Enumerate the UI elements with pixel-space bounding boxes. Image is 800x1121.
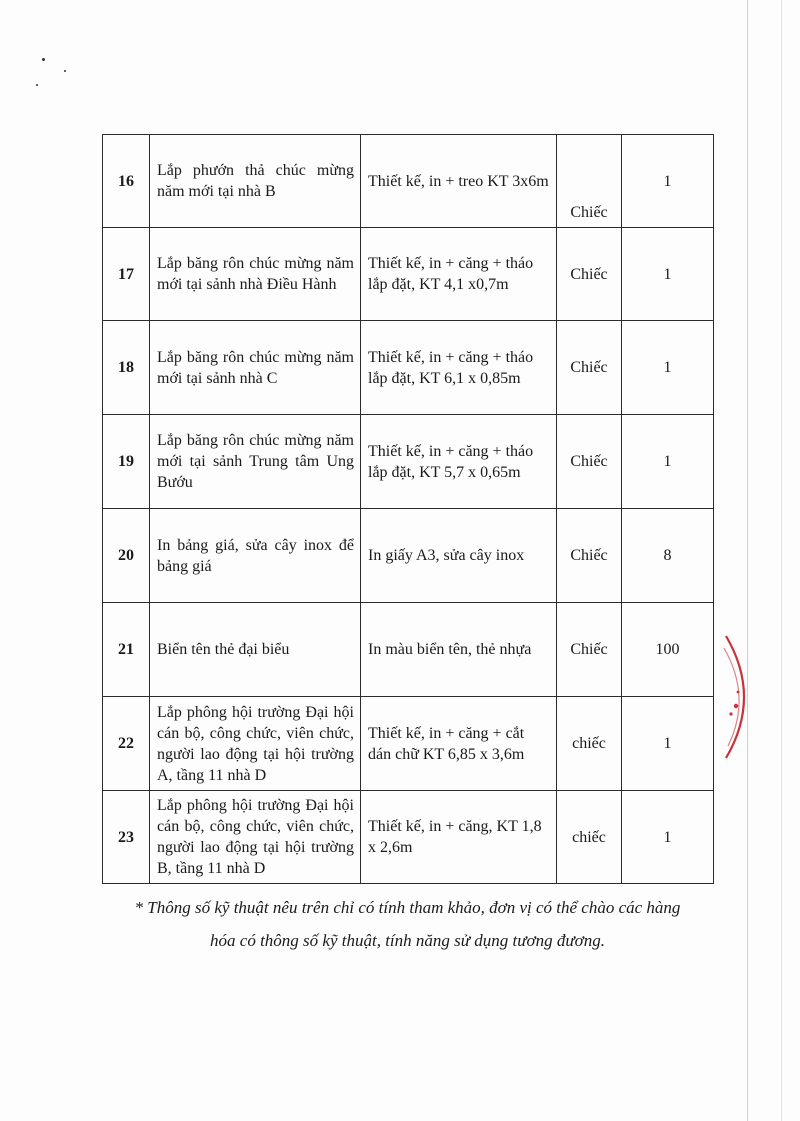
seal-arc [726,636,744,758]
item-unit: Chiếc [557,135,622,228]
page-edge-line [747,0,748,1121]
table-row [103,321,714,415]
item-spec: Thiết kế, in + treo KT 3x6m [361,135,557,228]
red-seal-stamp [722,634,756,760]
item-qty: 1 [622,697,714,791]
item-qty: 1 [622,415,714,509]
item-spec: Thiết kế, in + căng, KT 1,8 x 2,6m [361,791,557,884]
item-spec: Thiết kế, in + căng + cắt dán chữ KT 6,85 x 3,6m [361,697,557,791]
item-unit: Chiếc [557,228,622,321]
table-row [103,415,714,509]
seal-dot [737,691,740,694]
item-qty: 1 [622,228,714,321]
seal-arc-inner [724,648,739,746]
table-row [103,135,714,228]
item-unit: Chiếc [557,321,622,415]
item-spec: Thiết kế, in + căng + tháo lắp đặt, KT 6,1 x 0,85m [361,321,557,415]
item-name: In bảng giá, sửa cây inox để bảng giá [150,509,361,603]
item-qty: 8 [622,509,714,603]
row-number: 21 [103,603,150,697]
item-name: Lắp băng rôn chúc mừng năm mới tại sảnh nhà C [150,321,361,415]
page-edge-outer-line [781,0,782,1121]
item-spec: In giấy A3, sửa cây inox [361,509,557,603]
footnote-line-1: * Thông số kỹ thuật nêu trên chỉ có tính tham khảo, đơn vị có thể chào các hàng [134,898,681,917]
table-row [103,228,714,321]
item-unit: chiếc [557,791,622,884]
table-row [103,603,714,697]
item-name: Lắp phông hội trường Đại hội cán bộ, công chức, viên chức, người lao động tại hội trường B, tầng 11 nhà D [150,791,361,884]
row-number: 23 [103,791,150,884]
row-number: 22 [103,697,150,791]
scan-specks [34,40,94,100]
row-number: 19 [103,415,150,509]
footnote-line-2: hóa có thông số kỹ thuật, tính năng sử dụng tương đương. [210,931,605,950]
item-unit: Chiếc [557,603,622,697]
seal-dot [729,712,732,715]
item-spec: Thiết kế, in + căng + tháo lắp đặt, KT 5,7 x 0,65m [361,415,557,509]
row-number: 17 [103,228,150,321]
items-table [102,134,714,884]
item-unit: Chiếc [557,415,622,509]
item-spec: In màu biển tên, thẻ nhựa [361,603,557,697]
row-number: 20 [103,509,150,603]
item-name: Biển tên thẻ đại biểu [150,603,361,697]
item-unit: Chiếc [557,509,622,603]
item-qty: 100 [622,603,714,697]
item-unit: chiếc [557,697,622,791]
table-row [103,509,714,603]
table-row [103,697,714,791]
table-row [103,791,714,884]
item-name: Lắp phướn thả chúc mừng năm mới tại nhà B [150,135,361,228]
item-name: Lắp băng rôn chúc mừng năm mới tại sảnh Trung tâm Ung Bướu [150,415,361,509]
item-qty: 1 [622,321,714,415]
footnote [102,891,713,957]
item-qty: 1 [622,791,714,884]
item-spec: Thiết kế, in + căng + tháo lắp đặt, KT 4,1 x0,7m [361,228,557,321]
row-number: 16 [103,135,150,228]
item-name: Lắp phông hội trường Đại hội cán bộ, công chức, viên chức, người lao động tại hội trường A, tầng 11 nhà D [150,697,361,791]
seal-dot [734,704,738,708]
item-qty: 1 [622,135,714,228]
row-number: 18 [103,321,150,415]
item-name: Lắp băng rôn chúc mừng năm mới tại sảnh nhà Điều Hành [150,228,361,321]
